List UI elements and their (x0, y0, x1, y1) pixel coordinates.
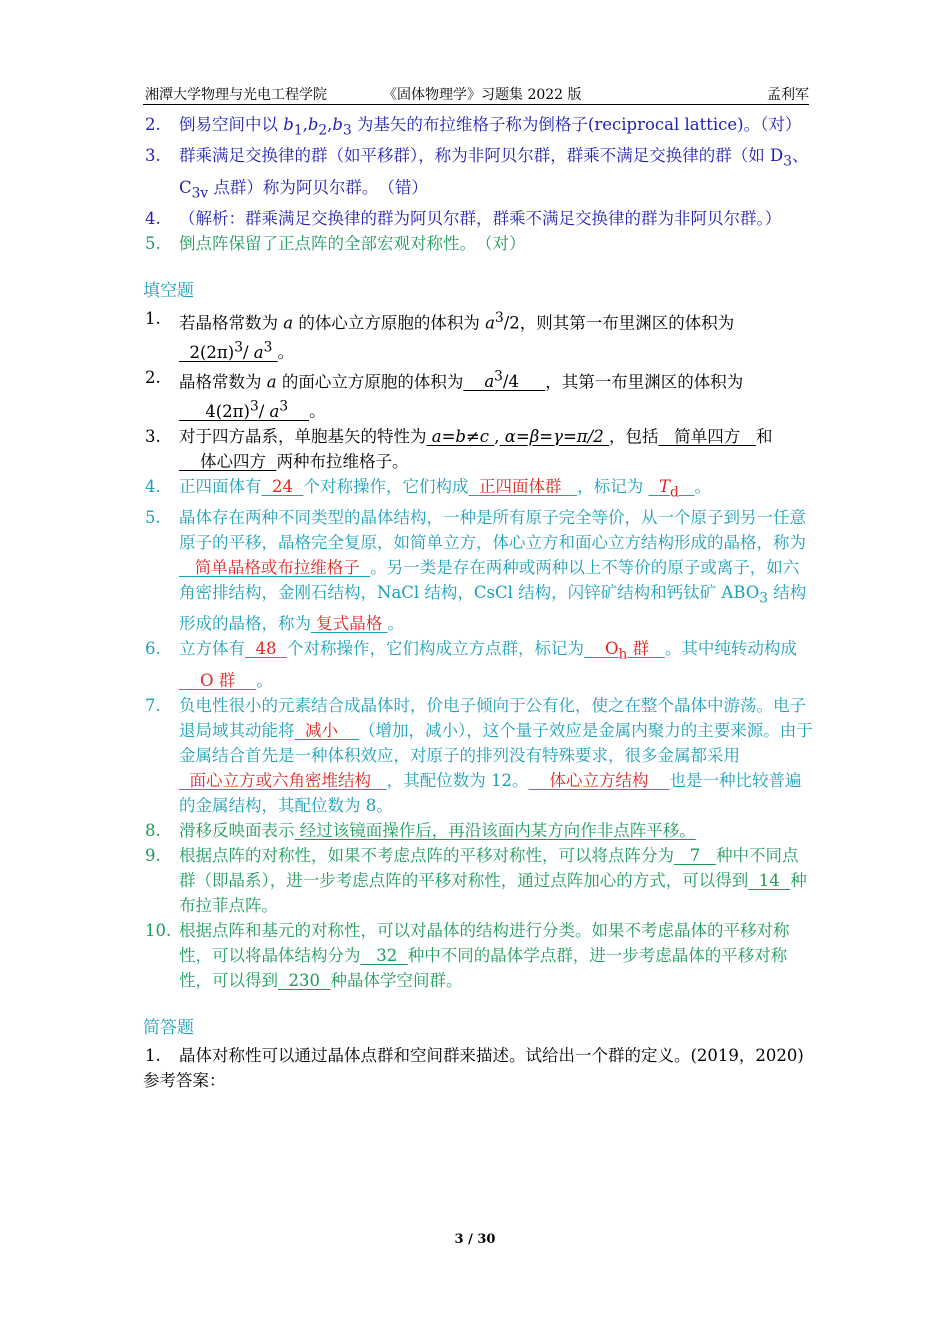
answer-blank: $O_h$ 群 (583, 639, 665, 663)
answer-blank: 简单四方 (658, 426, 756, 446)
page-content (143, 112, 813, 1093)
answer-blank: 简单晶格或布拉维格子 (179, 558, 371, 578)
answer-blank: 48 (245, 639, 287, 659)
page-number: 3 / 30 (454, 1232, 496, 1247)
answer-blank: $T_d$ (648, 476, 679, 501)
fill-item-3: 3. 对于四方晶系，单胞基矢的特性为 a=b≠c , α=β=γ=π/2 ，包括 简单四方 和 体心四方 两种布拉维格子。 (145, 426, 773, 471)
fill-item-5: 5. 晶体存在两种不同类型的晶体结构，一种是所有原子完全等价，从一个原子到另一任意原子的平移，晶格完全复原，如简单立方，体心立方和面心立方结构形成的晶格，称为 简单晶格或布拉维格子 。另一类是存在两种或两种以上不等价的原子或离子，如六角密排结构，金刚石结构，NaCl 结构，CsCl 结构，闪锌矿结构和钙钛矿 $ABO_3$ 结构形成的晶格，称为 复式晶格 。 (145, 508, 807, 634)
answer-blank: 面心立方或六角密堆结构 (179, 770, 387, 790)
fill-item-8: 8. 滑移反映面表示 经过该镜面操作后，再沿该面内某方向作非点阵平移。 (145, 820, 696, 840)
answer-blank: 复式晶格 (311, 614, 388, 634)
section-title-fill: 填空题 (143, 280, 194, 301)
fill-item-10: 10. 根据点阵和基元的对称性，可以对晶体的结构进行分类。如果不考虑晶体的平移对称性，可以将晶体结构分为 32 种中不同的晶体学点群，进一步考虑晶体的平移对称性，可以得到 230 种晶体学空间群。 (145, 920, 790, 990)
answer-blank: $a^3/4$ (484, 368, 546, 392)
fill-item-1: 1. 若晶格常数为 a 的体心立方原胞的体积为 $a^3/2$，则其第一布里渊区的体积为 $2(2\pi)^3/$ $a^3$ 。 (145, 308, 735, 362)
header-author: 孟利军 (767, 87, 809, 103)
answer-blank: $2(2\pi)^3/$ $a^3$ (179, 339, 273, 362)
judge-item-5: 5. 倒点阵保留了正点阵的全部宏观对称性。 （对） (145, 233, 526, 253)
judge-item-4: 4. （解析：群乘满足交换律的群为阿贝尔群，群乘不满足交换律的群为非阿贝尔群。） (145, 208, 782, 228)
judge-item-3: 3. 群乘满足交换律的群（如平移群），称为非阿贝尔群，群乘不满足交换律的群（如 $D_3$、$C_{3v}$ 点群）称为阿贝尔群。 （错） (145, 146, 809, 201)
short-item-1: 1. 晶体对称性可以通过晶体点群和空间群来描述。试给出一个群的定义。(2019，2020) (145, 1045, 804, 1065)
answer-blank: 14 (748, 870, 791, 890)
answer-blank: 体心四方 (179, 451, 277, 471)
section-title-short: 简答题 (143, 1017, 194, 1038)
judge-item-2: 2. 倒易空间中以 $b_1,b_2,b_3$ 为基矢的布拉维格子称为倒格子(reciprocal lattice)。（对） (145, 115, 802, 139)
fill-item-6: 6. 立方体有 48 个对称操作，它们构成立方点群，标记为 $O_h$ 群 。其中纯转动构成 O 群 。 (145, 639, 797, 690)
answer-blank: α=β=γ=π/2 (499, 426, 609, 446)
fill-item-2: 2. 晶格常数为 a 的面心立方原胞的体积为 $a^3/4$ ，其第一布里渊区的体积为 $4(2\pi)^3/$ $a^3$ 。 (145, 367, 744, 421)
fill-item-4: 4. 正四面体有 24 个对称操作，它们构成 正四面体群 ，标记为 $T_d$ 。 (145, 476, 712, 501)
header-institution: 湘潭大学物理与光电工程学院 (145, 87, 327, 103)
fill-item-9: 9. 根据点阵的对称性，如果不考虑点阵的平移对称性，可以将点阵分为 7 种中不同点群（即晶系），进一步考虑点阵的平移对称性，通过点阵加心的方式，可以得到 14 种布拉菲点阵。 (145, 845, 807, 915)
answer-blank: 7 (674, 845, 716, 865)
answer-label: 参考答案： (143, 1070, 226, 1090)
answer-blank: a=b≠c (426, 426, 495, 446)
answer-blank: 经过该镜面操作后，再沿该面内某方向作非点阵平移。 (294, 820, 696, 840)
answer-blank: 正四面体群 (468, 476, 578, 496)
header-book-title: 《固体物理学》习题集 2022 版 (383, 87, 582, 103)
fill-item-7: 7. 负电性很小的元素结合成晶体时，价电子倾向于公有化，使之在整个晶体中游荡。电子退局域其动能将 减小 （增加，减小），这个量子效应是金属内聚力的主要来源。由于金属结合首先是一种体积效应，对原子的排列没有特殊要求，很多金属都采用 面心立方或六角密堆结构 ，其配位数为 12。 体心立方结构 也是一种比较普遍的金属结构，其配位数为 8。 (145, 695, 813, 815)
answer-blank: 230 (278, 970, 331, 990)
answer-blank: 减小 (294, 720, 359, 740)
answer-blank: 32 (360, 945, 408, 965)
answer-blank: 体心立方结构 (528, 770, 670, 790)
answer-blank: $4(2\pi)^3/$ $a^3$ (179, 398, 289, 421)
page-header (143, 82, 809, 105)
answer-blank: O 群 (179, 670, 257, 690)
answer-blank: 24 (261, 476, 304, 496)
